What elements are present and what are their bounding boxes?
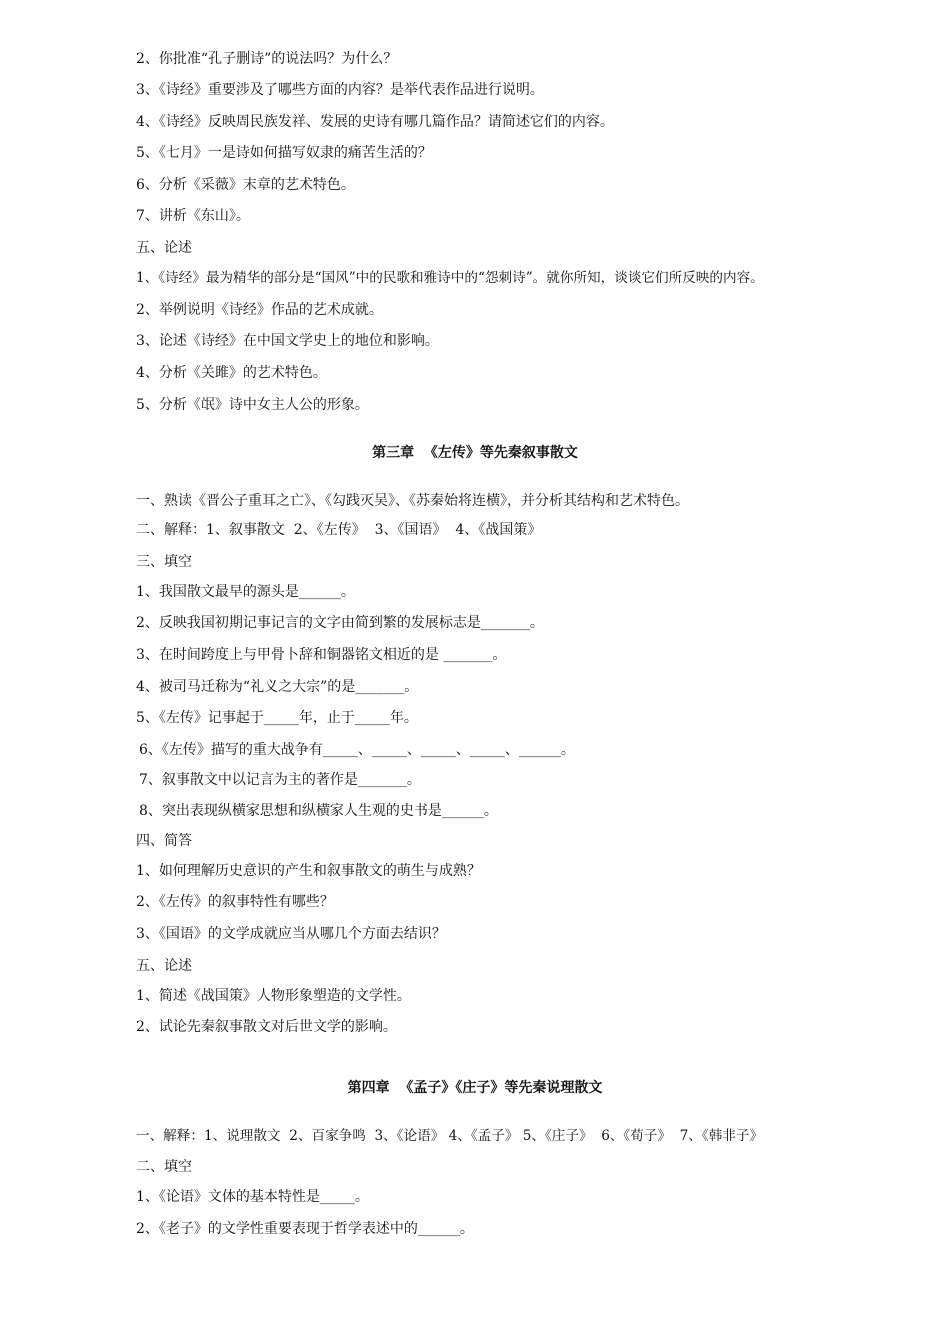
question-line: 6、分析《采薇》末章的艺术特色。	[136, 177, 355, 193]
question-line: 1、简述《战国策》人物形象塑造的文学性。	[136, 988, 411, 1004]
fill-blank-line: 5、《左传》记事起于_____年，止于_____年。	[136, 710, 418, 726]
question-line: 2、你批准“孔子删诗”的说法吗？为什么？	[136, 51, 398, 67]
fill-blank-line: 1、《论语》文体的基本特性是_____。	[136, 1189, 369, 1205]
question-line: 二、解释：1、叙事散文 2、《左传》 3、《国语》 4、《战国策》	[136, 522, 542, 538]
question-line: 3、《诗经》重要涉及了哪些方面的内容？是举代表作品进行说明。	[136, 82, 544, 98]
question-line: 7、讲析《东山》。	[136, 208, 250, 224]
fill-blank-line: 6、《左传》描写的重大战争有_____、_____、_____、_____、______。	[139, 742, 575, 758]
fill-blank-line: 3、在时间跨度上与甲骨卜辞和铜器铭文相近的是 _______。	[136, 647, 507, 663]
section-heading: 五、论述	[136, 240, 192, 256]
question-line: 2、《左传》的叙事特性有哪些？	[136, 894, 334, 910]
chapter-title: 第三章 《左传》等先秦叙事散文	[372, 445, 578, 461]
question-line: 4、《诗经》反映周民族发祥、发展的史诗有哪几篇作品？请简述它们的内容。	[136, 114, 614, 130]
fill-blank-line: 2、《老子》的文学性重要表现于哲学表述中的______。	[136, 1221, 474, 1237]
section-heading: 二、填空	[136, 1159, 192, 1175]
question-line: 4、分析《关雎》的艺术特色。	[136, 365, 327, 381]
section-heading: 五、论述	[136, 958, 192, 974]
question-line: 一、熟读《晋公子重耳之亡》、《勾践灭吴》、《苏秦始将连横》，并分析其结构和艺术特色。	[136, 493, 689, 509]
question-line: 2、举例说明《诗经》作品的艺术成就。	[136, 302, 383, 318]
question-line: 一、解释：1、说理散文 2、百家争鸣 3、《论语》 4、《孟子》 5、《庄子》 6、《荀子》 7、《韩非子》	[136, 1128, 764, 1144]
question-line: 3、论述《诗经》在中国文学史上的地位和影响。	[136, 333, 439, 349]
question-line: 1、如何理解历史意识的产生和叙事散文的萌生与成熟？	[136, 863, 481, 879]
question-line: 1、《诗经》最为精华的部分是“国风”中的民歌和雅诗中的“怨刺诗”。就你所知，谈谈它们所反映的内容。	[136, 270, 764, 286]
section-heading: 四、简答	[136, 833, 192, 849]
question-line: 2、试论先秦叙事散文对后世文学的影响。	[136, 1019, 397, 1035]
fill-blank-line: 2、反映我国初期记事记言的文字由简到繁的发展标志是_______。	[136, 615, 544, 631]
fill-blank-line: 8、突出表现纵横家思想和纵横家人生观的史书是______。	[139, 803, 498, 819]
fill-blank-line: 1、我国散文最早的源头是______。	[136, 584, 355, 600]
question-line: 3、《国语》的文学成就应当从哪几个方面去结识？	[136, 926, 446, 942]
fill-blank-line: 7、叙事散文中以记言为主的著作是_______。	[139, 772, 421, 788]
chapter-title: 第四章 《孟子》《庄子》等先秦说理散文	[347, 1080, 603, 1096]
fill-blank-line: 4、被司马迁称为“礼义之大宗”的是_______。	[136, 679, 419, 695]
question-line: 5、《七月》一是诗如何描写奴隶的痛苦生活的？	[136, 145, 432, 161]
section-heading: 三、填空	[136, 554, 192, 570]
question-line: 5、分析《氓》诗中女主人公的形象。	[136, 397, 369, 413]
